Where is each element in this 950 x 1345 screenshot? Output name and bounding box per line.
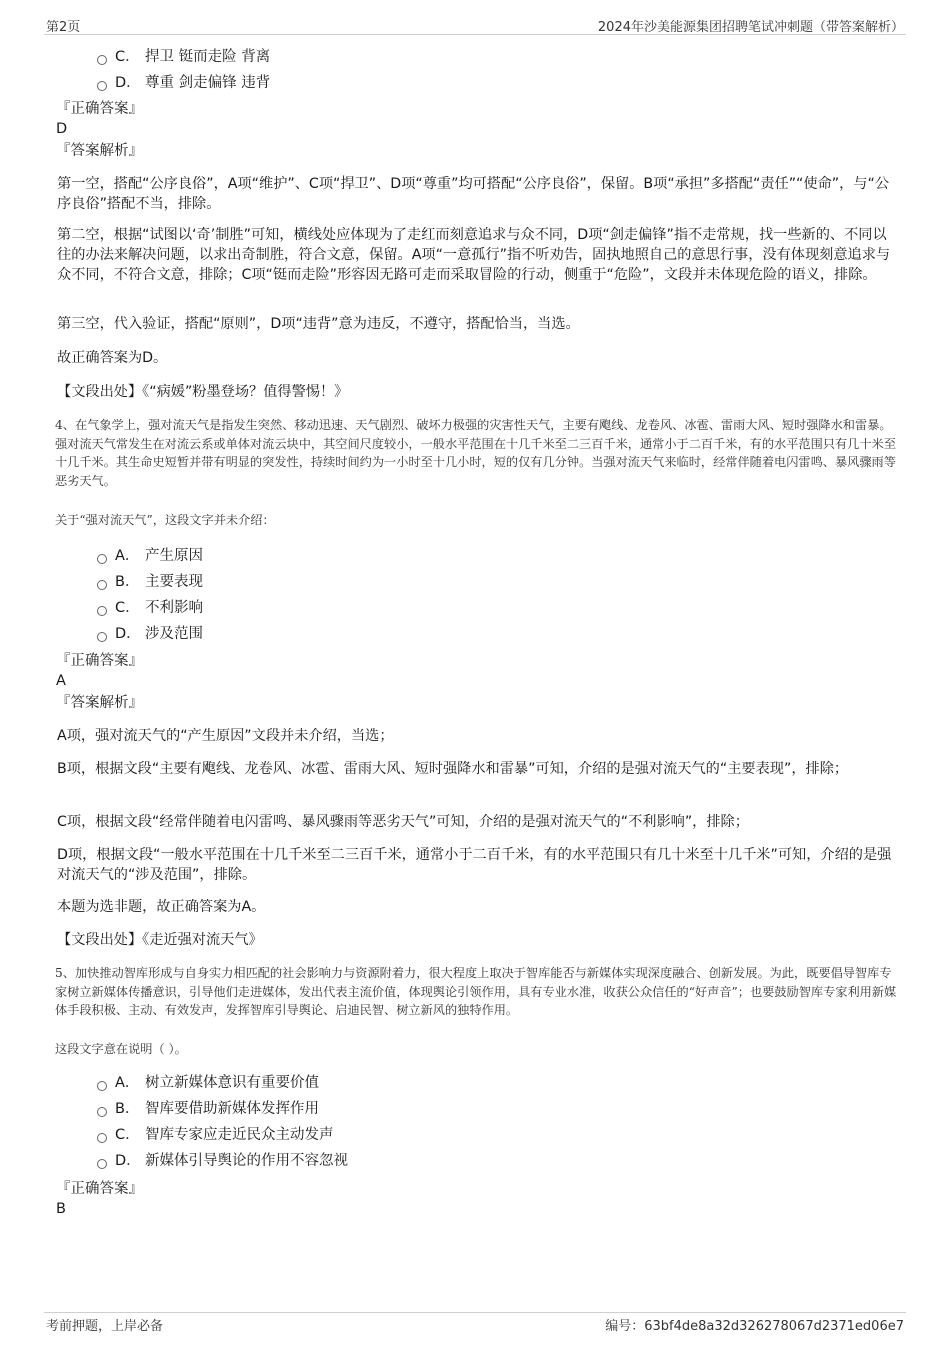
q3-source: 【文段出处】《“病媛”粉墨登场？值得警惕！》 — [57, 384, 349, 400]
radio-icon[interactable] — [97, 81, 107, 91]
q4-option-c[interactable]: C． 不利影响 — [97, 598, 203, 618]
q5-answer: B — [56, 1201, 66, 1217]
radio-icon[interactable] — [97, 1107, 107, 1117]
q5-answer-label: 『正确答案』 — [56, 1181, 143, 1197]
q4-option-d[interactable]: D． 涉及范围 — [97, 624, 203, 644]
q4-source: 【文段出处】《走近强对流天气》 — [57, 932, 263, 948]
q4-answer: A — [56, 673, 66, 689]
q4-analysis-3: C项，根据文段“经常伴随着电闪雷鸣、暴风骤雨等恶劣天气”可知，介绍的是强对流天气的“不利影响”，排除； — [57, 814, 749, 830]
q3-answer: D — [56, 121, 68, 137]
q3-analysis-2: 第二空，根据“试图以‘奇’制胜”可知，横线处应体现为了走红而刻意追求与众不同，D项“剑走偏锋”指不走常规，找一些新的、不同以往的办法来解决问题，以求出奇制胜，符合文意，保留。A项“一意孤行”指不听劝告，固执地照自己的意思行事，没有体现刻意追求与众不同，不符合文意，排除；C项“铤而走险”形容因无路可走而采取冒险的行动，侧重于“危险”，文段并未体现危险的语义，排除。 — [57, 227, 891, 283]
radio-icon[interactable] — [97, 1081, 107, 1091]
radio-icon[interactable] — [97, 55, 107, 65]
q5-prompt: 这段文字意在说明（ ）。 — [55, 1042, 187, 1056]
q3-analysis-label: 『答案解析』 — [56, 143, 143, 159]
q5-option-c[interactable]: C． 智库专家应走近民众主动发声 — [97, 1125, 334, 1145]
radio-icon[interactable] — [97, 554, 107, 564]
q4-answer-label: 『正确答案』 — [56, 653, 143, 669]
q4-question: 4、在气象学上，强对流天气是指发生突然、移动迅速、天气剧烈、破坏力极强的灾害性天气，主要有飑线、龙卷风、冰雹、雷雨大风、短时强降水和雷暴。强对流天气常发生在对流云系或单体对流云块中，其空间尺度较小，一般水平范围在十几千米至二三百千米，通常小于二百千米，有的水平范围只有几十米至十几千米。其生命史短暂并带有明显的突发性，持续时间约为一小时至十几小时，短的仅有几分钟。当强对流天气来临时，经常伴随着电闪雷鸣、暴风骤雨等恶劣天气。 — [55, 418, 896, 488]
q5-option-a[interactable]: A． 树立新媒体意识有重要价值 — [97, 1073, 319, 1093]
page-header — [44, 12, 906, 35]
document-code: 编号：63bf4de8a32d326278067d2371ed06e7 — [605, 1319, 904, 1334]
document-title: 2024年沙美能源集团招聘笔试冲刺题（带答案解析） — [597, 20, 904, 35]
q4-analysis-4: D项，根据文段“一般水平范围在十几千米至二三百千米，通常小于二百千米，有的水平范围只有几十米至十几千米”可知，介绍的是强对流天气的“涉及范围”，排除。 — [57, 847, 892, 883]
q4-prompt: 关于“强对流天气”，这段文字并未介绍： — [55, 513, 275, 527]
q3-analysis-3: 第三空，代入验证，搭配“原则”，D项“违背”意为违反，不遵守，搭配恰当，当选。 — [57, 316, 580, 332]
q3-option-c[interactable]: C． 捍卫 铤而走险 背离 — [97, 47, 270, 67]
q4-analysis-1: A项，强对流天气的“产生原因”文段并未介绍，当选； — [57, 728, 394, 744]
footer-slogan: 考前押题，上岸必备 — [46, 1319, 164, 1334]
q3-option-d[interactable]: D． 尊重 剑走偏锋 违背 — [97, 73, 270, 93]
q4-option-a[interactable]: A． 产生原因 — [97, 546, 203, 566]
q5-option-b[interactable]: B． 智库要借助新媒体发挥作用 — [97, 1099, 319, 1119]
radio-icon[interactable] — [97, 1133, 107, 1143]
radio-icon[interactable] — [97, 632, 107, 642]
q5-question: 5、加快推动智库形成与自身实力相匹配的社会影响力与资源附着力，很大程度上取决于智库能否与新媒体实现深度融合、创新发展。为此，既要倡导智库专家树立新媒体传播意识，引导他们走进媒体，发出代表主流价值，体现舆论引领作用，具有专业水准，收获公众信任的“好声音”；也要鼓励智库专家利用新媒体手段积极、主动、有效发声，发挥智库引导舆论、启迪民智、树立新风的独特作用。 — [55, 966, 897, 1017]
q4-option-b[interactable]: B． 主要表现 — [97, 572, 203, 592]
radio-icon[interactable] — [97, 606, 107, 616]
q3-analysis-4: 故正确答案为D。 — [57, 350, 168, 366]
q3-answer-label: 『正确答案』 — [56, 101, 143, 117]
radio-icon[interactable] — [97, 580, 107, 590]
page-number: 第2页 — [46, 20, 81, 35]
radio-icon[interactable] — [97, 1159, 107, 1169]
q4-analysis-5: 本题为选非题，故正确答案为A。 — [57, 899, 266, 915]
q3-analysis-1: 第一空，搭配“公序良俗”，A项“维护”、C项“捍卫”、D项“尊重”均可搭配“公序良俗”，保留。B项“承担”多搭配“责任”“使命”，与“公序良俗”搭配不当，排除。 — [57, 176, 890, 212]
q5-option-d[interactable]: D． 新媒体引导舆论的作用不容忽视 — [97, 1151, 348, 1171]
q4-analysis-2: B项，根据文段“主要有飑线、龙卷风、冰雹、雷雨大风、短时强降水和雷暴”可知，介绍的是强对流天气的“主要表现”，排除； — [57, 761, 849, 777]
page-footer — [44, 1312, 906, 1335]
q4-analysis-label: 『答案解析』 — [56, 695, 143, 711]
